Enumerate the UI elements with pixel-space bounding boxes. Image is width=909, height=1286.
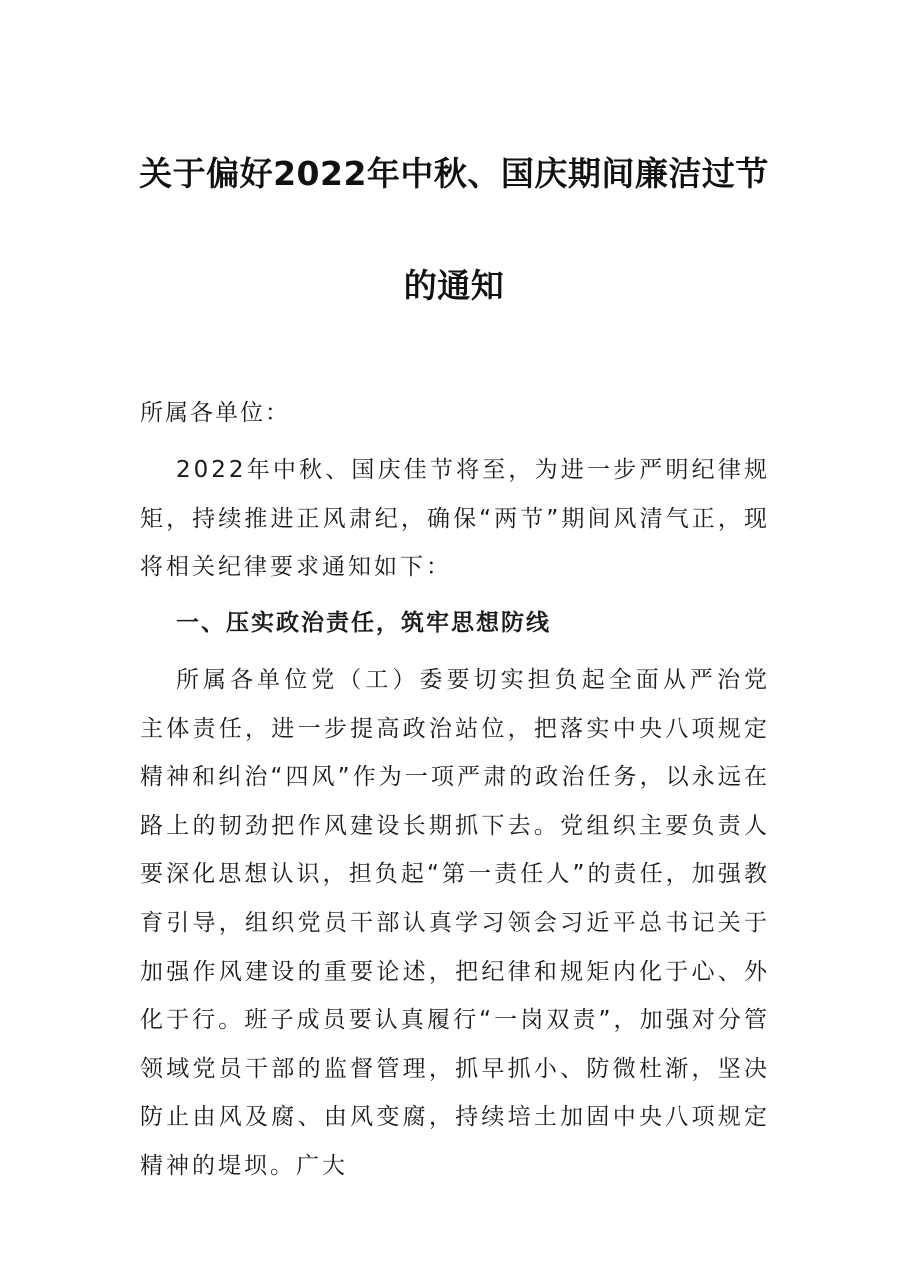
salutation: 所属各单位： bbox=[140, 400, 290, 426]
section-heading-1: 一、压实政治责任，筑牢思想防线 bbox=[176, 610, 551, 636]
document-title-line-2: 的通知 bbox=[403, 266, 505, 305]
intro-paragraph: 2022年中秋、国庆佳节将至，为进一步严明纪律规矩，持续推进正风肃纪，确保“两节”期间风清气正，现将相关纪律要求通知如下： bbox=[140, 457, 770, 581]
document-title-line-1: 关于偏好2022年中秋、国庆期间廉洁过节 bbox=[139, 154, 769, 193]
section-1-body: 所属各单位党（工）委要切实担负起全面从严治党主体责任，进一步提高政治站位，把落实中央八项规定精神和纠治“四风”作为一项严肃的政治任务，以永远在路上的韧劲把作风建设长期抓下去。党组织主要负责人要深化思想认识，担负起“第一责任人”的责任，加强教育引导，组织党员干部认真学习领会习近平总书记关于加强作风建设的重要论述，把纪律和规矩内化于心、外化于行。班子成员要认真履行“一岗双责”，加强对分管领域党员干部的监督管理，抓早抓小、防微杜渐，坚决防止由风及腐、由风变腐，持续培土加固中央八项规定精神的堤坝。广大 bbox=[140, 667, 770, 1179]
